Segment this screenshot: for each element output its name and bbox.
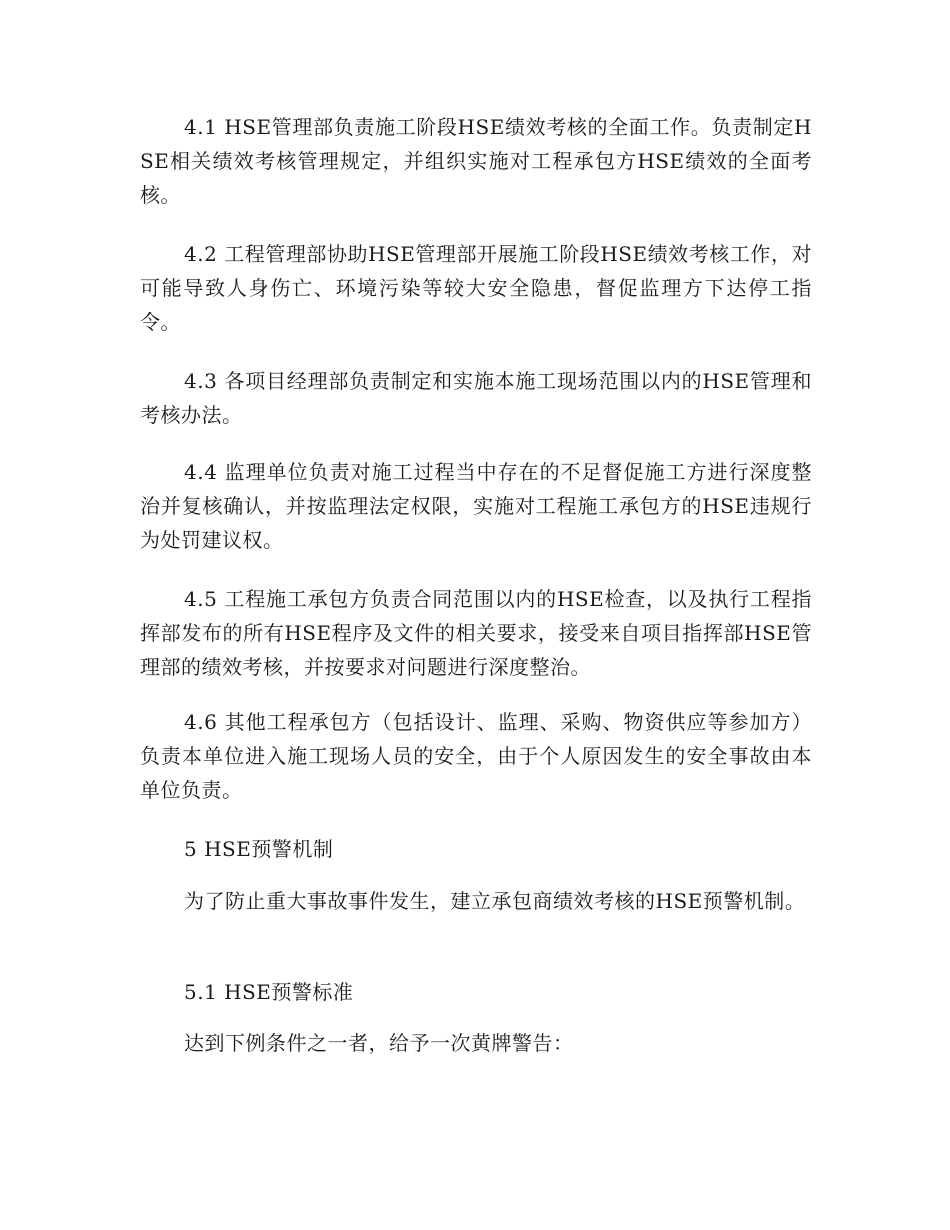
section-heading-5: 5 HSE预警机制 [184, 837, 334, 861]
section-heading-5-1: 5.1 HSE预警标准 [184, 980, 354, 1004]
paragraph-5-1: 达到下例条件之一者，给予一次黄牌警告： [184, 1031, 574, 1055]
paragraph-4-1: 4.1 HSE管理部负责施工阶段HSE绩效考核的全面工作。负责制定HSE相关绩效考核管理规定，并组织实施对工程承包方HSE绩效的全面考核。 [140, 115, 812, 207]
paragraph-4-5: 4.5 工程施工承包方负责合同范围以内的HSE检查，以及执行工程指挥部发布的所有HSE程序及文件的相关要求，接受来自项目指挥部HSE管理部的绩效考核，并按要求对问题进行深度整治。 [140, 587, 812, 679]
paragraph-4-4: 4.4 监理单位负责对施工过程当中存在的不足督促施工方进行深度整治并复核确认，并按监理法定权限，实施对工程施工承包方的HSE违规行为处罚建议权。 [140, 460, 812, 552]
paragraph-4-3: 4.3 各项目经理部负责制定和实施本施工现场范围以内的HSE管理和考核办法。 [140, 369, 812, 427]
paragraph-4-2: 4.2 工程管理部协助HSE管理部开展施工阶段HSE绩效考核工作，对可能导致人身伤亡、环境污染等较大安全隐患，督促监理方下达停工指令。 [140, 242, 812, 334]
paragraph-5: 为了防止重大事故事件发生，建立承包商绩效考核的HSE预警机制。 [184, 889, 806, 913]
paragraph-4-6: 4.6 其他工程承包方（包括设计、监理、采购、物资供应等参加方）负责本单位进入施工现场人员的安全，由于个人原因发生的安全事故由本单位负责。 [140, 710, 812, 802]
